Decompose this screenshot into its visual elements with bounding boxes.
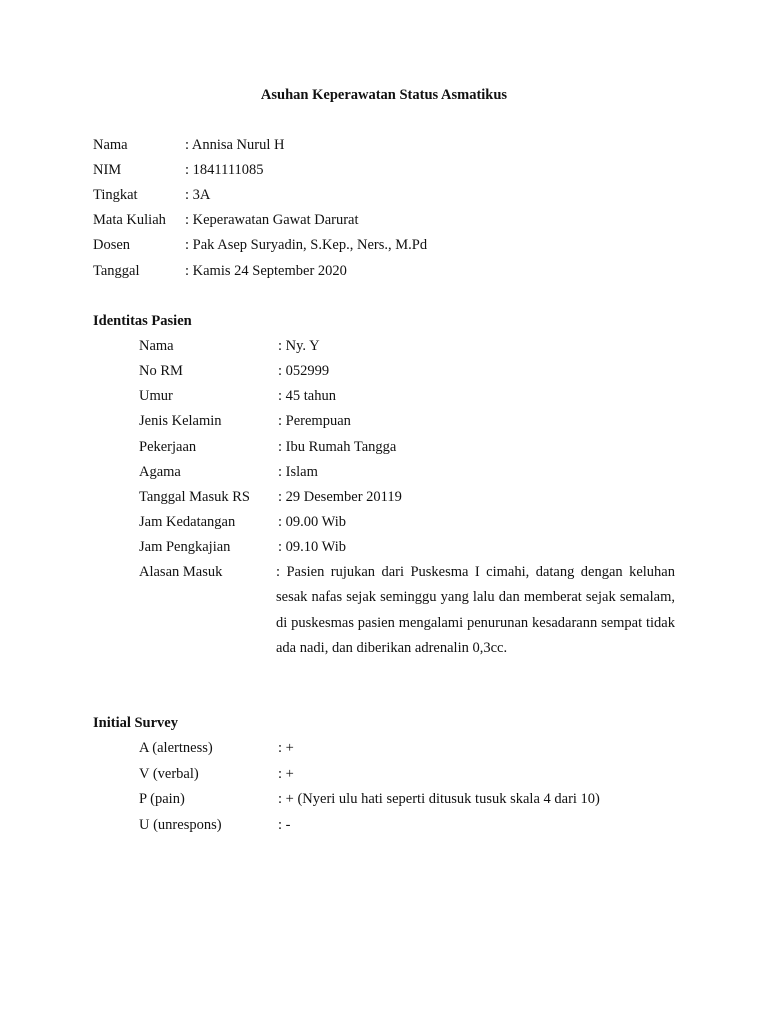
student-row [93,135,693,155]
field-value: : Ibu Rumah Tangga [278,439,397,455]
field-label: P (pain) [139,791,185,807]
field-label: Mata Kuliah [93,212,166,228]
field-value: : 45 tahun [278,388,336,404]
field-value: : 3A [185,187,211,203]
field-value: : Pak Asep Suryadin, S.Kep., Ners., M.Pd [185,237,428,253]
student-row [93,261,693,281]
field-label: No RM [139,363,183,379]
field-label: Tanggal [93,263,140,279]
field-label: Jenis Kelamin [139,413,222,429]
field-label: A (alertness) [139,740,213,756]
field-value: : 1841111085 [185,162,264,178]
patient-row [139,487,679,507]
patient-row [139,361,679,381]
field-value: : Ny. Y [278,338,320,354]
field-label: Umur [139,388,173,404]
student-row [93,235,693,255]
survey-row [139,738,679,758]
patient-row [139,437,679,457]
field-label: U (unrespons) [139,817,222,833]
field-value: : 29 Desember 20119 [278,489,402,505]
field-value: : + (Nyeri ulu hati seperti ditusuk tusuk skala 4 dari 10) [278,791,600,807]
student-row [93,210,693,230]
field-label: Pekerjaan [139,439,197,455]
section-heading-survey: Initial Survey [93,715,178,731]
field-label: Agama [139,464,181,480]
field-label: NIM [93,162,122,178]
field-value: : + [278,740,294,756]
field-value: : Islam [278,464,318,480]
student-row [93,185,693,205]
student-row [93,160,693,180]
field-label: Tingkat [93,187,138,203]
field-label: Nama [93,137,128,153]
patient-row [139,336,679,356]
patient-row [139,386,679,406]
survey-row [139,764,679,784]
field-label: Jam Kedatangan [139,514,236,530]
patient-row [139,462,679,482]
patient-row [139,537,679,557]
field-value: : Keperawatan Gawat Darurat [185,212,359,228]
field-value: : Annisa Nurul H [185,137,285,153]
field-label: Dosen [93,237,131,253]
section-heading-patient: Identitas Pasien [93,313,192,329]
field-value: : Perempuan [278,413,351,429]
document-title: Asuhan Keperawatan Status Asmatikus [260,87,508,103]
field-label: Tanggal Masuk RS [139,489,250,505]
patient-row [139,512,679,532]
field-label: Alasan Masuk [139,564,223,580]
survey-row [139,815,679,835]
field-value: : 09.10 Wib [278,539,347,555]
field-value: : 09.00 Wib [278,514,347,530]
field-label: Jam Pengkajian [139,539,231,555]
field-label: V (verbal) [139,766,199,782]
field-value: : Kamis 24 September 2020 [185,263,347,279]
survey-row [139,789,679,809]
field-label: Nama [139,338,174,354]
patient-row [139,411,679,431]
field-value: : + [278,766,294,782]
admission-reason-text: : Pasien rujukan dari Puskesma I cimahi, datang dengan keluhan sesak nafas sejak seminggu yang lalu dan memberat sejak semalam, di puskesmas pasien mengalami penurunan kesadarann sempat tidak ada nadi, dan diberikan adrenalin 0,3cc. [276,564,675,656]
field-value: : 052999 [278,363,330,379]
field-value: : - [278,817,291,833]
patient-row [139,562,279,582]
